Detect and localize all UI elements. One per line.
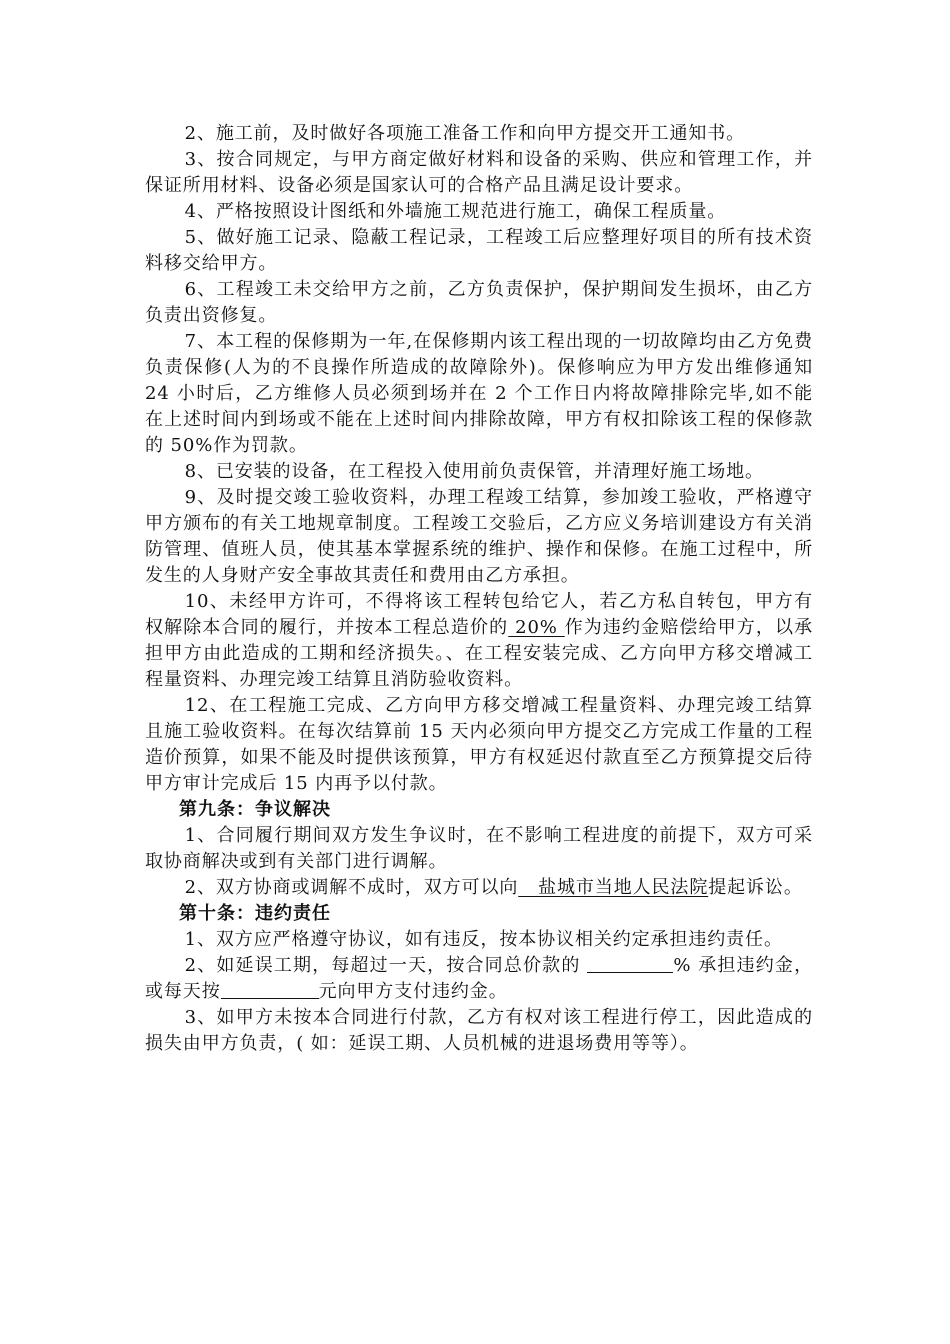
clause-12: 12、在工程施工完成、乙方向甲方移交增减工程量资料、办理完竣工结算且施工验收资料。在每次结算前 15 天内必须向甲方提交乙方完成工作量的工程造价预算，如果不能及时提供该预算，甲方有权延迟付款直至乙方预算提交后待甲方审计完成后 15 内再予以付款。 — [145, 695, 813, 794]
section-9-item-2-text-a: 2、双方协商或调解不成时，双方可以向 — [184, 877, 519, 898]
contract-text — [145, 121, 813, 1057]
clause-2: 2、施工前，及时做好各项施工准备工作和向甲方提交开工通知书。 — [184, 123, 746, 144]
section-9-item-2-text-b: 提起诉讼。 — [708, 877, 803, 898]
clause-8: 8、已安装的设备，在工程投入使用前负责保管，并清理好施工场地。 — [184, 461, 764, 482]
section-10-item-1: 1、双方应严格遵守协议，如有违反，按本协议相关约定承担违约责任。 — [184, 929, 783, 950]
percent-blank — [587, 954, 673, 973]
section-10-item-3: 3、如甲方未按本合同进行付款，乙方有权对该工程进行停工，因此造成的损失由甲方负责，( 如：延误工期、人员机械的进退场费用等等）。 — [145, 1007, 813, 1054]
clause-10-text-b: 作为违约金赔偿给甲方，以承担甲方由此造成的工期和经济损失。、在工程安装完成、乙方向甲方移交增减工程量资料、办理完竣工结算且消防验收资料。 — [145, 617, 813, 690]
clause-5: 5、做好施工记录、隐蔽工程记录，工程竣工后应整理好项目的所有技术资料移交给甲方。 — [145, 227, 813, 274]
section-10-item-2 — [145, 953, 813, 1005]
section-10-heading: 第十条：违约责任 — [179, 903, 331, 924]
section-9-item-2 — [145, 875, 813, 901]
clause-10 — [145, 589, 813, 693]
section-9-heading: 第九条：争议解决 — [179, 799, 331, 820]
clause-6: 6、工程竣工未交给甲方之前，乙方负责保护，保护期间发生损坏，由乙方负责出资修复。 — [145, 279, 813, 326]
section-10-item-2-text-b: % 承担违约金，或每天按 — [145, 955, 813, 1002]
section-10-item-2-text-c: 元向甲方支付违约金。 — [318, 981, 508, 1002]
penalty-rate: 20% — [508, 617, 565, 638]
section-10-item-2-text-a: 2、如延误工期，每超过一天，按合同总价款的 — [184, 955, 588, 976]
clause-4: 4、严格按照设计图纸和外墙施工规范进行施工，确保工程质量。 — [184, 201, 727, 222]
court-name: 盐城市当地人民法院 — [518, 877, 709, 898]
clause-7: 7、本工程的保修期为一年,在保修期内该工程出现的一切故障均由乙方免费负责保修(人为的不良操作所造成的故障除外)。保修响应为甲方发出维修通知 24 小时后，乙方维修人员必须到场并在 2 个工作日内将故障排除完毕,如不能在上述时间内到场或不能在上述时间内排除故障，甲方有权扣除该工程的保修款的 50%作为罚款。 — [145, 331, 813, 456]
section-9-item-1: 1、合同履行期间双方发生争议时，在不影响工程进度的前提下，双方可采取协商解决或到有关部门进行调解。 — [145, 825, 813, 872]
amount-blank — [221, 980, 319, 999]
clause-9: 9、及时提交竣工验收资料，办理工程竣工结算，参加竣工验收，严格遵守甲方颁布的有关工地规章制度。工程竣工交验后，乙方应义务培训建设方有关消防管理、值班人员，使其基本掌握系统的维护、操作和保修。在施工过程中，所发生的人身财产安全事故其责任和费用由乙方承担。 — [145, 487, 813, 586]
clause-3: 3、按合同规定，与甲方商定做好材料和设备的采购、供应和管理工作，并保证所用材料、设备必须是国家认可的合格产品且满足设计要求。 — [145, 149, 813, 196]
clause-10-text-a: 10、未经甲方许可，不得将该工程转包给它人，若乙方私自转包，甲方有权解除本合同的履行，并按本工程总造价的 — [145, 591, 813, 638]
